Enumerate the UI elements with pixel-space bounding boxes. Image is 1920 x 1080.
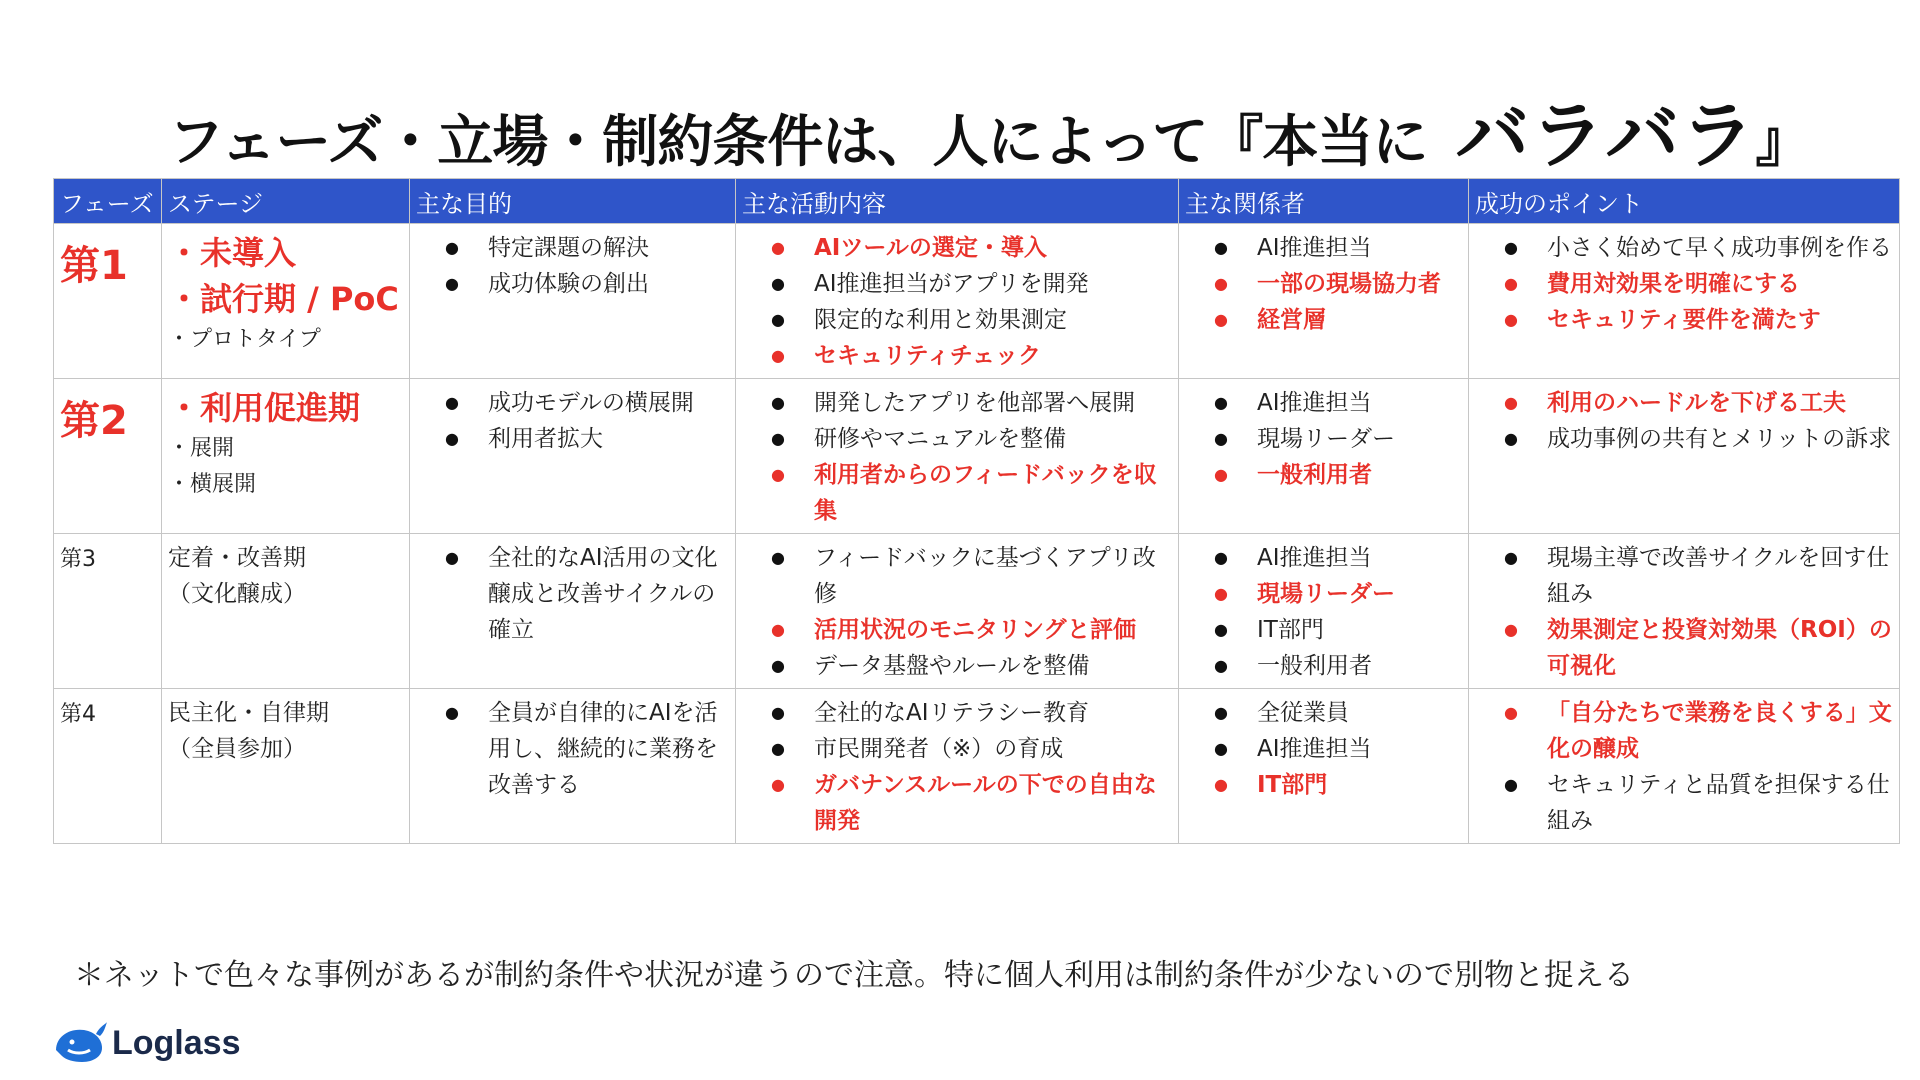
table-body	[54, 224, 1900, 844]
bullet-icon: ●	[1504, 238, 1518, 257]
header-activities: 主な活動内容	[736, 179, 1179, 224]
stage-cell	[162, 689, 410, 844]
stakeholder-item	[1185, 767, 1462, 803]
purpose-item	[416, 421, 729, 457]
activity-text: 限定的な利用と効果測定	[814, 307, 1067, 333]
bullet-icon: ●	[771, 548, 785, 567]
activity-item	[742, 695, 1172, 731]
activity-list	[742, 540, 1172, 684]
footnote: ＊ネットで色々な事例があるが制約条件や状況が違うので注意。特に個人利用は制約条件が少ないので別物と捉える	[74, 958, 1634, 993]
purpose-list	[416, 385, 729, 457]
bullet-icon: ●	[1214, 620, 1228, 639]
stakeholder-item	[1185, 576, 1462, 612]
bullet-icon: ●	[771, 656, 785, 675]
success-point-text: 現場主導で改善サイクルを回す仕組み	[1547, 545, 1890, 607]
bullet-icon: ●	[771, 238, 785, 257]
stage-title: ・未導入	[168, 234, 297, 272]
bullet-icon: ●	[771, 775, 785, 794]
purpose-item	[416, 230, 729, 266]
activity-item	[742, 421, 1172, 457]
purpose-cell	[410, 534, 736, 689]
bullet-icon: ●	[1504, 310, 1518, 329]
bullet-icon: ●	[1214, 393, 1228, 412]
phase-label: 第1	[60, 243, 128, 289]
success-point-text: 利用のハードルを下げる工夫	[1547, 390, 1846, 416]
purpose-item	[416, 540, 729, 648]
table-row	[54, 379, 1900, 534]
success-point-text: 効果測定と投資対効果（ROI）の可視化	[1547, 617, 1892, 679]
success-point-item	[1475, 540, 1893, 612]
bullet-icon: ●	[1214, 465, 1228, 484]
purpose-item	[416, 385, 729, 421]
stakeholder-cell	[1179, 224, 1469, 379]
stakeholder-list	[1185, 540, 1462, 684]
stakeholder-text: AI推進担当	[1257, 390, 1372, 416]
bullet-icon: ●	[445, 429, 459, 448]
success-point-item	[1475, 230, 1893, 266]
success-point-list	[1475, 540, 1893, 684]
stakeholder-text: 一般利用者	[1257, 462, 1372, 488]
activity-item	[742, 266, 1172, 302]
bullet-icon: ●	[1214, 775, 1228, 794]
success-point-list	[1475, 695, 1893, 839]
purpose-text: 成功モデルの横展開	[488, 390, 694, 416]
stage-subitem: ・横展開	[168, 472, 257, 497]
stakeholder-list	[1185, 230, 1462, 338]
stakeholder-list	[1185, 385, 1462, 493]
bullet-icon: ●	[771, 310, 785, 329]
stakeholder-text: 一般利用者	[1257, 653, 1372, 679]
activity-text: ガバナンスルールの下での自由な開発	[814, 772, 1157, 834]
stage-cell	[162, 224, 410, 379]
bullet-icon: ●	[1214, 274, 1228, 293]
activity-cell	[736, 689, 1179, 844]
purpose-text: 全員が自律的にAIを活用し、継続的に業務を改善する	[488, 700, 718, 798]
activity-item	[742, 612, 1172, 648]
stage-cell	[162, 534, 410, 689]
stage-line: （全員参加）	[168, 736, 306, 762]
activity-list	[742, 695, 1172, 839]
bullet-icon: ●	[1214, 238, 1228, 257]
activity-text: 開発したアプリを他部署へ展開	[814, 390, 1136, 416]
bullet-icon: ●	[445, 393, 459, 412]
phase-cell	[54, 534, 162, 689]
bullet-icon: ●	[445, 703, 459, 722]
bullet-icon: ●	[1214, 703, 1228, 722]
page-title	[168, 93, 1811, 179]
header-phase: フェーズ	[54, 179, 162, 224]
bullet-icon: ●	[771, 739, 785, 758]
success-point-item	[1475, 695, 1893, 767]
success-point-text: 費用対効果を明確にする	[1547, 271, 1800, 297]
activity-text: AIツールの選定・導入	[814, 235, 1047, 261]
brand-logo	[52, 1018, 240, 1068]
stakeholder-text: AI推進担当	[1257, 545, 1372, 571]
activity-list	[742, 385, 1172, 529]
bullet-icon: ●	[771, 393, 785, 412]
stage-subitem: ・展開	[168, 436, 235, 461]
page-title-main: フェーズ・立場・制約条件は、人によって『本当に	[168, 110, 1428, 175]
success-point-item	[1475, 421, 1893, 457]
activity-list	[742, 230, 1172, 374]
activity-cell	[736, 379, 1179, 534]
success-point-list	[1475, 385, 1893, 457]
bullet-icon: ●	[1214, 584, 1228, 603]
activity-text: 活用状況のモニタリングと評価	[814, 617, 1136, 643]
activity-item	[742, 731, 1172, 767]
stage-title: ・利用促進期	[168, 389, 361, 427]
activity-text: 研修やマニュアルを整備	[814, 426, 1067, 452]
stakeholder-item	[1185, 230, 1462, 266]
stakeholder-text: 現場リーダー	[1257, 581, 1395, 607]
header-stage: ステージ	[162, 179, 410, 224]
purpose-text: 特定課題の解決	[488, 235, 649, 261]
table-row	[54, 689, 1900, 844]
stakeholder-item	[1185, 731, 1462, 767]
activity-text: 全社的なAIリテラシー教育	[814, 700, 1090, 726]
purpose-item	[416, 695, 729, 803]
success-point-text: 「自分たちで業務を良くする」文化の醸成	[1547, 700, 1892, 762]
activity-text: データ基盤やルールを整備	[814, 653, 1090, 679]
bullet-icon: ●	[1214, 429, 1228, 448]
table-header-row	[54, 179, 1900, 224]
page-title-emphasis: バラバラ	[1455, 93, 1756, 179]
bullet-icon: ●	[771, 703, 785, 722]
activity-item	[742, 767, 1172, 839]
stakeholder-text: 全従業員	[1257, 700, 1349, 726]
success-point-text: セキュリティ要件を満たす	[1547, 307, 1821, 333]
phase-label: 第2	[60, 398, 128, 444]
purpose-list	[416, 230, 729, 302]
purpose-list	[416, 695, 729, 803]
activity-text: セキュリティチェック	[814, 343, 1042, 369]
stakeholder-text: 経営層	[1257, 307, 1326, 333]
activity-item	[742, 230, 1172, 266]
purpose-cell	[410, 379, 736, 534]
success-point-text: 小さく始めて早く成功事例を作る	[1547, 235, 1892, 261]
phase-table	[53, 178, 1900, 844]
bullet-icon: ●	[771, 620, 785, 639]
stage-cell	[162, 379, 410, 534]
bullet-icon: ●	[445, 548, 459, 567]
stakeholder-text: 現場リーダー	[1257, 426, 1395, 452]
stakeholder-cell	[1179, 379, 1469, 534]
stage-subitem: ・プロトタイプ	[168, 327, 321, 352]
success-point-cell	[1469, 224, 1900, 379]
stakeholder-list	[1185, 695, 1462, 803]
bullet-icon: ●	[1504, 393, 1518, 412]
stage-line: 定着・改善期	[168, 545, 306, 571]
bullet-icon: ●	[1214, 739, 1228, 758]
stakeholder-item	[1185, 421, 1462, 457]
success-point-list	[1475, 230, 1893, 338]
header-stakeholders: 主な関係者	[1179, 179, 1469, 224]
activity-item	[742, 540, 1172, 612]
success-point-cell	[1469, 534, 1900, 689]
stakeholder-text: IT部門	[1257, 617, 1324, 643]
stakeholder-text: IT部門	[1257, 772, 1328, 798]
stakeholder-item	[1185, 385, 1462, 421]
success-point-text: セキュリティと品質を担保する仕組み	[1547, 772, 1890, 834]
success-point-item	[1475, 385, 1893, 421]
purpose-text: 全社的なAI活用の文化醸成と改善サイクルの確立	[488, 545, 718, 643]
stakeholder-item	[1185, 457, 1462, 493]
phase-cell	[54, 379, 162, 534]
header-purpose: 主な目的	[410, 179, 736, 224]
success-point-cell	[1469, 379, 1900, 534]
purpose-cell	[410, 224, 736, 379]
table-row	[54, 534, 1900, 689]
purpose-list	[416, 540, 729, 648]
bullet-icon: ●	[771, 429, 785, 448]
brand-name: Loglass	[112, 1023, 241, 1062]
bullet-icon: ●	[1504, 429, 1518, 448]
stage-line: （文化醸成）	[168, 581, 306, 607]
success-point-item	[1475, 767, 1893, 839]
stakeholder-item	[1185, 540, 1462, 576]
stage-line: 民主化・自律期	[168, 700, 329, 726]
activity-item	[742, 302, 1172, 338]
stakeholder-text: AI推進担当	[1257, 736, 1372, 762]
bullet-icon: ●	[1214, 310, 1228, 329]
purpose-item	[416, 266, 729, 302]
purpose-text: 利用者拡大	[488, 426, 603, 452]
stakeholder-cell	[1179, 534, 1469, 689]
activity-text: フィードバックに基づくアプリ改修	[814, 545, 1156, 607]
phase-cell	[54, 689, 162, 844]
bullet-icon: ●	[771, 465, 785, 484]
page-title-close: 』	[1755, 110, 1811, 175]
stakeholder-item	[1185, 695, 1462, 731]
bullet-icon: ●	[1504, 620, 1518, 639]
success-point-item	[1475, 266, 1893, 302]
bullet-icon: ●	[1214, 548, 1228, 567]
activity-text: 市民開発者（※）の育成	[814, 736, 1064, 762]
stakeholder-item	[1185, 648, 1462, 684]
stakeholder-item	[1185, 612, 1462, 648]
success-point-text: 成功事例の共有とメリットの訴求	[1547, 426, 1892, 452]
success-point-item	[1475, 302, 1893, 338]
stakeholder-item	[1185, 302, 1462, 338]
stakeholder-text: AI推進担当	[1257, 235, 1372, 261]
activity-item	[742, 385, 1172, 421]
table-row	[54, 224, 1900, 379]
activity-text: AI推進担当がアプリを開発	[814, 271, 1089, 297]
activity-item	[742, 338, 1172, 374]
success-point-cell	[1469, 689, 1900, 844]
stage-title: ・試行期 / PoC	[168, 280, 399, 318]
bullet-icon: ●	[1504, 775, 1518, 794]
bullet-icon: ●	[1504, 548, 1518, 567]
success-point-item	[1475, 612, 1893, 684]
purpose-text: 成功体験の創出	[488, 271, 649, 297]
purpose-cell	[410, 689, 736, 844]
whale-icon	[52, 1020, 108, 1066]
bullet-icon: ●	[771, 346, 785, 365]
header-success: 成功のポイント	[1469, 179, 1900, 224]
activity-item	[742, 648, 1172, 684]
activity-cell	[736, 224, 1179, 379]
bullet-icon: ●	[1504, 703, 1518, 722]
phase-label: 第4	[60, 702, 96, 727]
activity-item	[742, 457, 1172, 529]
bullet-icon: ●	[1504, 274, 1518, 293]
phase-label: 第3	[60, 547, 96, 572]
phase-cell	[54, 224, 162, 379]
bullet-icon: ●	[445, 238, 459, 257]
bullet-icon: ●	[1214, 656, 1228, 675]
bullet-icon: ●	[771, 274, 785, 293]
bullet-icon: ●	[445, 274, 459, 293]
stakeholder-cell	[1179, 689, 1469, 844]
activity-cell	[736, 534, 1179, 689]
activity-text: 利用者からのフィードバックを収集	[814, 462, 1157, 524]
stakeholder-item	[1185, 266, 1462, 302]
stakeholder-text: 一部の現場協力者	[1257, 271, 1441, 297]
